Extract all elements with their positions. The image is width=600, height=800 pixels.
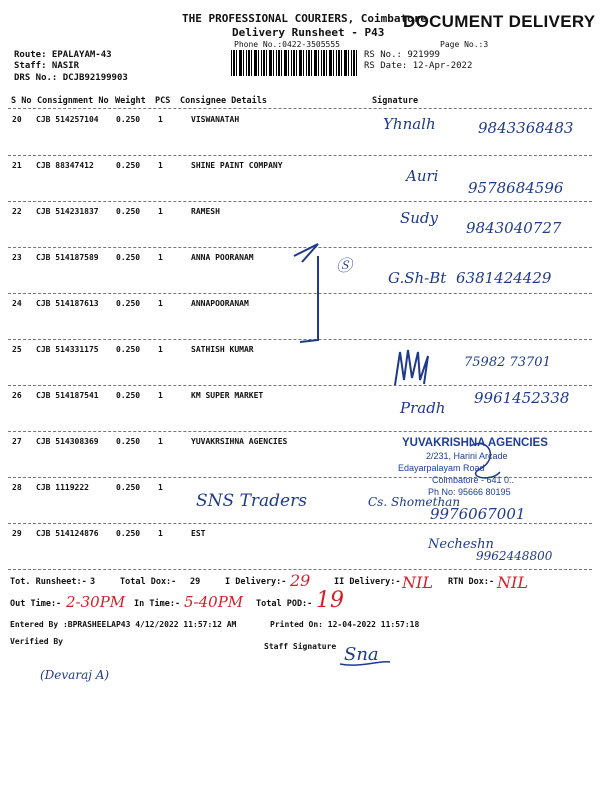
- row-consignment: CJB 514124876: [36, 529, 99, 538]
- row-consignee: KM SUPER MARKET: [191, 391, 264, 400]
- out-time-label: Out Time:-: [10, 599, 62, 609]
- row-pcs: 1: [158, 391, 163, 400]
- row-signature: Yhnalh: [383, 115, 436, 133]
- drs-number: DRS No.: DCJB92199903: [14, 73, 128, 83]
- col-signature: Signature: [372, 96, 419, 106]
- row-pcs: 1: [158, 207, 163, 216]
- row-consignment: CJB 1119222: [36, 483, 89, 492]
- row-pcs: 1: [158, 345, 163, 354]
- row-phone: 9962448800: [476, 549, 553, 563]
- row-weight: 0.250: [116, 437, 141, 446]
- row-consignment: CJB 514231837: [36, 207, 99, 216]
- printed-on: Printed On: 12-04-2022 11:57:18: [270, 620, 420, 629]
- row-phone: 9843040727: [466, 219, 562, 237]
- row25-scribble: [395, 350, 428, 385]
- document-delivery-label: DOCUMENT DELIVERY: [403, 12, 596, 31]
- col-pcs: PCS: [155, 96, 171, 106]
- rs-date: RS Date: 12-Apr-2022: [364, 61, 473, 71]
- col-weight: Weight: [115, 96, 146, 106]
- stamp-line4: Ph No: 95666 80195: [428, 487, 511, 497]
- tot-runsheet-value: 3: [90, 577, 96, 587]
- row-signature: Sudy: [400, 209, 439, 227]
- rtn-dox-value: NIL: [497, 573, 528, 592]
- tot-runsheet-label: Tot. Runsheet:-: [10, 577, 87, 587]
- bracket-mark: [294, 244, 318, 342]
- total-pod-label: Total POD:-: [256, 599, 313, 609]
- row-weight: 0.250: [116, 299, 141, 308]
- row-signature: Necheshn: [428, 537, 494, 552]
- row-consignee: ANNA POORANAM: [191, 253, 254, 262]
- row-consignee: SATHISH KUMAR: [191, 345, 254, 354]
- row-weight: 0.250: [116, 207, 141, 216]
- row-weight: 0.250: [116, 115, 141, 124]
- row-sno: 25: [12, 345, 22, 354]
- rtn-dox-label: RTN Dox:-: [448, 577, 495, 587]
- verified-by-label: Verified By: [10, 637, 63, 646]
- row-weight: 0.250: [116, 161, 141, 170]
- company-name: THE PROFESSIONAL COURIERS, Coimbatore: [182, 12, 428, 25]
- i-delivery-label: I Delivery:-: [225, 577, 287, 587]
- row-pcs: 1: [158, 299, 163, 308]
- row-phone: 9961452338: [474, 389, 570, 407]
- i-delivery-value: 29: [290, 571, 311, 590]
- verifier-signature: (Devaraj A): [40, 668, 110, 682]
- stamp-name: YUVAKRISHNA AGENCIES: [402, 437, 548, 449]
- row-weight: 0.250: [116, 391, 141, 400]
- in-time-label: In Time:-: [134, 599, 181, 609]
- row-pcs: 1: [158, 483, 163, 492]
- total-pod-value: 19: [316, 588, 344, 613]
- row-weight: 0.250: [116, 253, 141, 262]
- in-time-value: 5-40PM: [184, 593, 244, 611]
- row-weight: 0.250: [116, 483, 141, 492]
- col-sno: S No: [11, 96, 32, 106]
- row-signature: Pradh: [400, 399, 446, 417]
- row-pcs: 1: [158, 253, 163, 262]
- ii-delivery-label: II Delivery:-: [334, 577, 401, 587]
- row-pcs: 1: [158, 437, 163, 446]
- row-signature: G.Sh-Bt: [388, 269, 447, 287]
- row-pcs: 1: [158, 529, 163, 538]
- row-consignee: SHINE PAINT COMPANY: [191, 161, 283, 170]
- row-phone: 9976067001: [430, 505, 526, 523]
- staff: Staff: NASIR: [14, 61, 80, 71]
- row-weight: 0.250: [116, 345, 141, 354]
- col-consignment: Consignment No: [37, 96, 109, 106]
- sns-traders-handwriting: SNS Traders: [196, 491, 307, 511]
- row-weight: 0.250: [116, 529, 141, 538]
- phone-number: Phone No.:0422-3505555: [234, 40, 340, 49]
- row-phone: 9578684596: [468, 179, 564, 197]
- row-sno: 21: [12, 161, 22, 170]
- row-sno: 29: [12, 529, 22, 538]
- row-consignment: CJB 514187589: [36, 253, 99, 262]
- row-consignee: YUVAKRSIHNA AGENCIES: [191, 437, 288, 446]
- row-pcs: 1: [158, 161, 163, 170]
- route: Route: EPALAYAM-43: [14, 50, 112, 60]
- row-sno: 28: [12, 483, 22, 492]
- staff-signature-hand: Sna: [344, 644, 379, 665]
- entered-by: Entered By :BPRASHEELAP43 4/12/2022 11:57:12 AM: [10, 620, 237, 629]
- staff-signature-label: Staff Signature: [264, 642, 337, 651]
- stamp-line2: Edayarpalayam Road: [398, 463, 485, 473]
- row-consignment: CJB 514187541: [36, 391, 99, 400]
- runsheet-title: Delivery Runsheet - P43: [232, 26, 385, 39]
- page-number: Page No.:3: [440, 40, 489, 49]
- ii-delivery-value: NIL: [402, 573, 433, 592]
- row-phone: 9843368483: [478, 119, 574, 137]
- row-consignment: CJB 514331175: [36, 345, 99, 354]
- row-pcs: 1: [158, 115, 163, 124]
- row-consignment: CJB 514187613: [36, 299, 99, 308]
- row-sno: 27: [12, 437, 22, 446]
- row-consignee: RAMESH: [191, 207, 220, 216]
- row-phone: 6381424429: [456, 269, 552, 287]
- row-signature: Auri: [406, 167, 439, 185]
- row-consignment: CJB 88347412: [36, 161, 94, 170]
- row-consignment: CJB 514308369: [36, 437, 99, 446]
- row-consignment: CJB 514257104: [36, 115, 99, 124]
- total-dox-value: 29: [190, 577, 201, 587]
- row-sno: 22: [12, 207, 22, 216]
- row-consignee: VISWANATAH: [191, 115, 240, 124]
- rs-number: RS No.: 921999: [364, 50, 440, 60]
- circled-s-mark: Ⓢ: [336, 256, 353, 275]
- row-phone: 75982 73701: [464, 355, 551, 370]
- row-sno: 24: [12, 299, 22, 308]
- row-signature: Cs. Shomethan: [368, 495, 461, 509]
- stamp-line3: Coimbatore - 641 0..: [432, 475, 515, 485]
- out-time-value: 2-30PM: [66, 593, 126, 611]
- stamp-line1: 2/231, Harini Arcade: [426, 451, 508, 461]
- total-dox-label: Total Dox:-: [120, 577, 177, 587]
- row-sno: 20: [12, 115, 22, 124]
- row-sno: 23: [12, 253, 22, 262]
- row-sno: 26: [12, 391, 22, 400]
- row-consignee: EST: [191, 529, 206, 538]
- row-consignee: ANNAPOORANAM: [191, 299, 249, 308]
- col-consignee: Consignee Details: [180, 96, 267, 106]
